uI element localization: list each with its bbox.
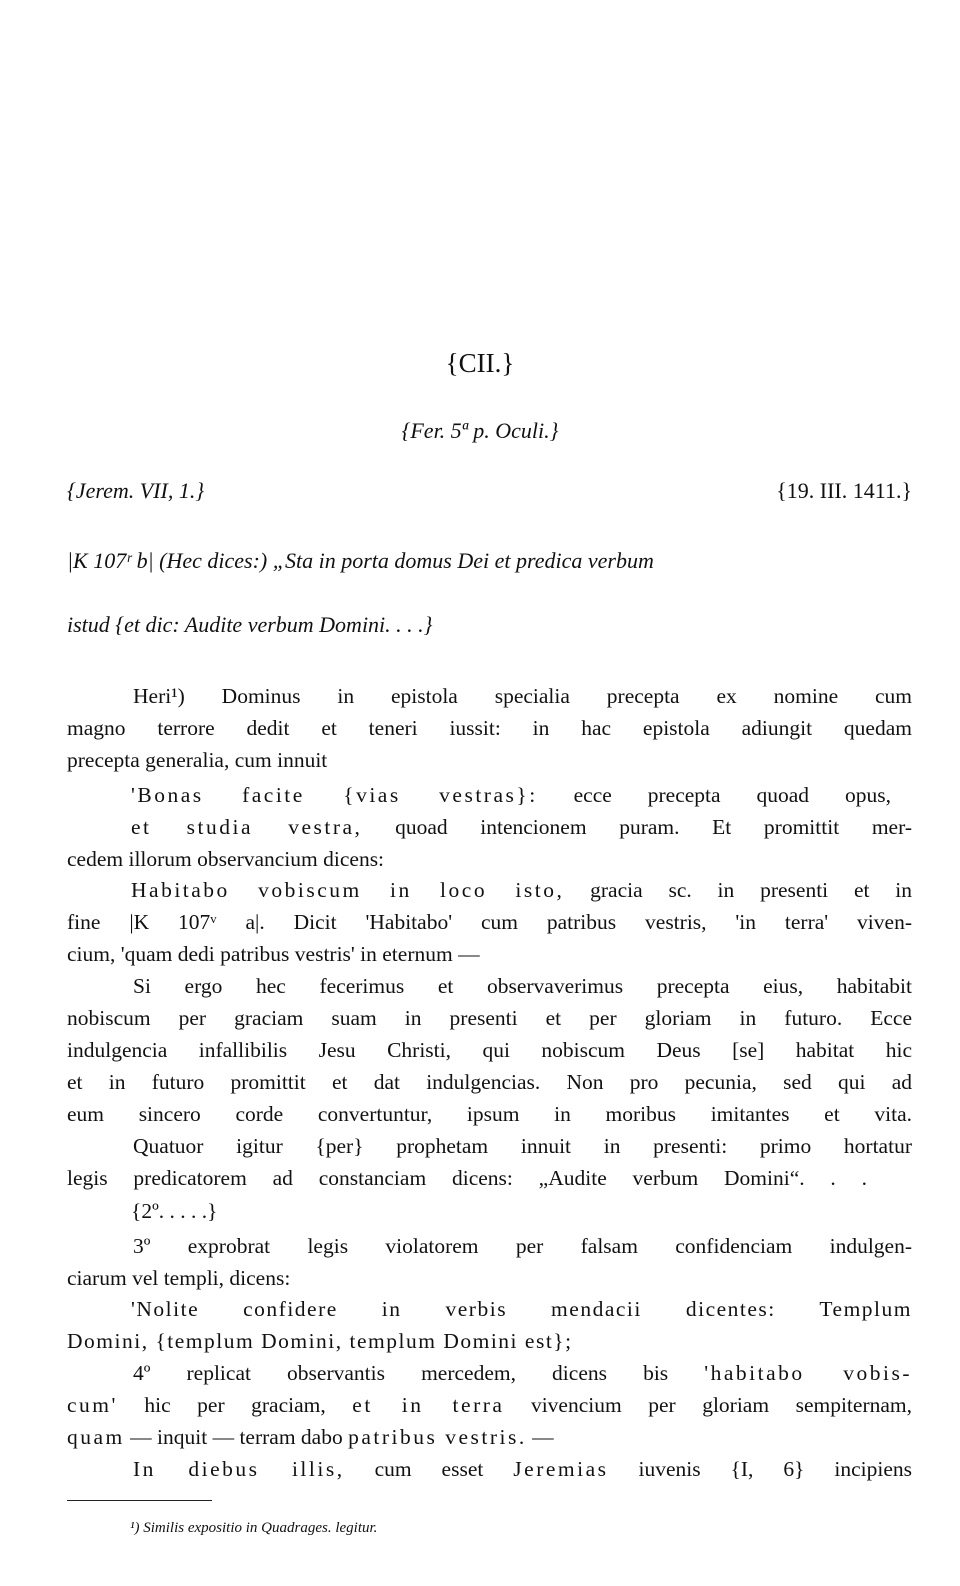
body-line: cedem illorum observancium dicens: <box>67 847 385 871</box>
body-text-fragment: quoad intencionem puram. Et promittit mer- <box>362 815 912 839</box>
body-line: {2º. . . . .} <box>131 1199 218 1223</box>
body-line: precepta generalia, cum innuit <box>67 748 328 772</box>
reference-line <box>67 478 912 504</box>
emphasis-text: cum' <box>67 1393 118 1417</box>
emphasis-text: 'habitabo vobis- <box>704 1361 913 1385</box>
body-text-fragment: hic per graciam, <box>117 1393 353 1417</box>
emphasis-text: et studia vestra, <box>131 815 363 839</box>
emphasis-text: quam <box>67 1425 125 1449</box>
body-line <box>67 1425 912 1450</box>
feast-heading: {Fer. 5ª p. Oculi.} <box>401 418 559 443</box>
body-text-fragment: gracia sc. in presenti et in <box>564 878 912 902</box>
emphasis-text: 'Bonas facite {vias vestras}: <box>131 783 538 807</box>
body-line <box>67 783 891 808</box>
footnote-divider <box>67 1500 212 1501</box>
body-text-fragment: iuvenis {I, 6} incipiens <box>608 1457 913 1481</box>
body-line: magno terrore dedit et teneri iussit: in hac epistola adiungit quedam <box>67 716 912 740</box>
lemma-line-2: istud {et dic: Audite verbum Domini. . . .} <box>67 612 433 637</box>
body-line: cium, 'quam dedi patribus vestris' in eternum — <box>67 942 480 966</box>
body-text-fragment: vivencium per gloriam sempiternam, <box>504 1393 912 1417</box>
body-line: fine |K 107ᵛ a|. Dicit 'Habitabo' cum patribus vestris, 'in terra' viven- <box>67 910 912 934</box>
body-text-fragment: — <box>526 1425 554 1449</box>
body-line: nobiscum per graciam suam in presenti et per gloriam in futuro. Ecce <box>67 1006 912 1030</box>
emphasis-text: Habitabo vobiscum in loco isto, <box>131 878 565 902</box>
section-number: {CII.} <box>445 348 515 378</box>
lemma-line-1 <box>67 548 912 574</box>
body-line: indulgencia infallibilis Jesu Christi, qui nobiscum Deus [se] habitat hic <box>67 1038 912 1062</box>
body-line: Quatuor igitur {per} prophetam innuit in presenti: primo hortatur <box>133 1134 912 1158</box>
body-line: Heri¹) Dominus in epistola specialia precepta ex nomine cum <box>133 684 912 708</box>
body-line <box>67 1457 912 1482</box>
footnote: ¹) Similis expositio in Quadrages. legitur. <box>130 1520 378 1536</box>
body-line <box>67 815 912 840</box>
body-line: legis predicatorem ad constanciam dicens: „Audite verbum Domini“. . . <box>67 1166 867 1190</box>
emphasis-text: patribus vestris. <box>348 1425 527 1449</box>
body-text-fragment: 4º replicat observantis mercedem, dicens bis <box>133 1361 705 1385</box>
emphasis-text: In diebus illis, <box>133 1457 345 1481</box>
body-text-fragment: ecce precepta quoad opus, <box>537 783 891 807</box>
emphasis-text: Jeremias <box>513 1457 609 1481</box>
body-line <box>67 878 912 903</box>
body-line: eum sincero corde convertuntur, ipsum in moribus imitantes et vita. <box>67 1102 912 1126</box>
body-line: 'Nolite confidere in verbis mendacii dicentes: Templum <box>131 1297 912 1321</box>
lemma-text-1: |K 107ʳ b| (Hec dices:) „Sta in porta domus Dei et predica verbum <box>67 548 654 573</box>
body-line: ciarum vel templi, dicens: <box>67 1266 291 1290</box>
emphasis-text: et in terra <box>352 1393 505 1417</box>
body-line: et in futuro promittit et dat indulgencias. Non pro pecunia, sed qui ad <box>67 1070 912 1094</box>
body-line <box>67 1361 912 1386</box>
sermon-date: {19. III. 1411.} <box>776 478 912 503</box>
body-line: Si ergo hec fecerimus et observaverimus precepta eius, habitabit <box>133 974 912 998</box>
body-line <box>67 1393 912 1418</box>
body-line: 3º exprobrat legis violatorem per falsam confidenciam indulgen- <box>133 1234 912 1258</box>
body-text-fragment: — inquit — terram dabo <box>124 1425 349 1449</box>
body-text-fragment: cum esset <box>344 1457 514 1481</box>
scripture-reference: {Jerem. VII, 1.} <box>67 478 205 503</box>
body-line: Domini, {templum Domini, templum Domini est}; <box>67 1329 573 1353</box>
